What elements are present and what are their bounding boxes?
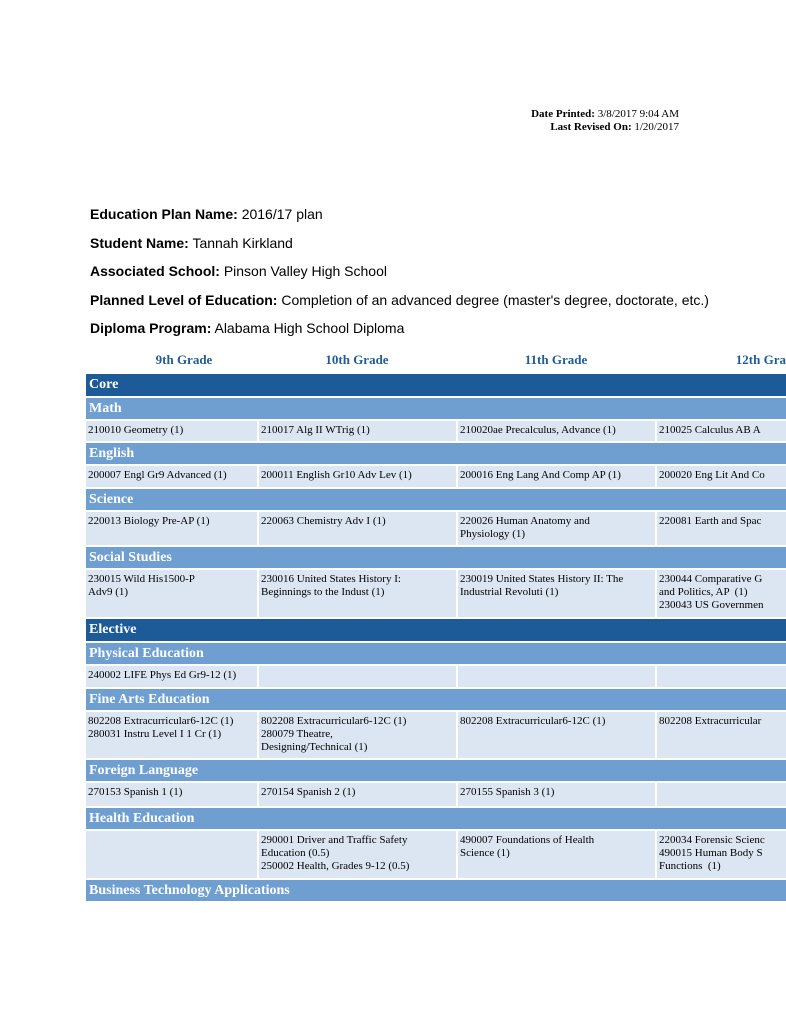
course-row-health-education [86,831,786,878]
course-cell: 802208 Extracurricular6-12C (1) [458,712,655,758]
course-cell: 230044 Comparative G and Politics, AP (1) 230043 US Governmen [657,570,786,617]
last-revised-value: 1/20/2017 [634,121,679,133]
course-cell: 802208 Extracurricular6-12C (1) 280079 Theatre, Designing/Technical (1) [259,712,456,758]
date-printed [531,108,679,120]
diploma-row [90,320,404,336]
course-cell: 200020 Eng Lit And Co [657,466,786,487]
course-cell: 230015 Wild His1500-P Adv9 (1) [86,570,257,617]
course-cell: 220013 Biology Pre-AP (1) [86,512,257,545]
course-cell: 210010 Geometry (1) [86,421,257,441]
section-foreign-language: Foreign Language [86,760,786,781]
course-cell [259,666,456,687]
education-level-row [90,292,709,308]
grade-header-10: 10th Grade [325,352,389,367]
course-cell: 220063 Chemistry Adv I (1) [259,512,456,545]
student-name-row [90,235,293,251]
diploma-value: Alabama High School Diploma [214,320,405,336]
school-value: Pinson Valley High School [223,263,387,279]
course-cell: 220026 Human Anatomy and Physiology (1) [458,512,655,545]
course-row-english [86,466,786,487]
course-cell: 200007 Engl Gr9 Advanced (1) [86,466,257,487]
plan-name-label: Education Plan Name: [90,206,238,222]
section-business-technology: Business Technology Applications [86,880,786,901]
date-printed-label: Date Printed: [531,108,595,120]
section-social-studies: Social Studies [86,547,786,568]
last-revised [550,121,679,133]
course-row-fine-arts [86,712,786,758]
course-row-math [86,421,786,441]
school-row [90,263,387,279]
section-health-education: Health Education [86,808,786,829]
date-printed-value: 3/8/2017 9:04 AM [597,108,679,120]
course-cell: 210020ae Precalculus, Advance (1) [458,421,655,441]
course-cell: 210025 Calculus AB A [657,421,786,441]
course-cell [458,666,655,687]
course-cell: 230016 United States History I: Beginnings to the Indust (1) [259,570,456,617]
education-plan-table [86,374,786,903]
course-row-foreign-language [86,783,786,806]
course-row-social-studies [86,570,786,617]
education-level-label: Planned Level of Education: [90,292,278,308]
course-cell [657,783,786,806]
course-cell: 200011 English Gr10 Adv Lev (1) [259,466,456,487]
course-cell: 802208 Extracurricular [657,712,786,758]
grade-header-12: 12th Gra [735,352,786,367]
course-cell: 270153 Spanish 1 (1) [86,783,257,806]
course-cell: 290001 Driver and Traffic Safety Education (0.5) 250002 Health, Grades 9-12 (0.5) [259,831,456,878]
course-cell: 230019 United States History II: The Industrial Revoluti (1) [458,570,655,617]
last-revised-label: Last Revised On: [550,121,632,133]
course-cell: 220081 Earth and Spac [657,512,786,545]
grade-headers [86,352,786,370]
grade-header-11: 11th Grade [524,352,588,367]
course-cell: 490007 Foundations of Health Science (1) [458,831,655,878]
section-math: Math [86,398,786,419]
section-core: Core [86,374,786,396]
course-cell [657,666,786,687]
course-row-physical-education [86,666,786,687]
section-elective: Elective [86,619,786,641]
education-level-value: Completion of an advanced degree (master's degree, doctorate, etc.) [281,292,709,308]
course-row-science [86,512,786,545]
plan-name-row [90,206,323,222]
section-english: English [86,443,786,464]
section-fine-arts: Fine Arts Education [86,689,786,710]
plan-name-value: 2016/17 plan [241,206,323,222]
course-cell: 270154 Spanish 2 (1) [259,783,456,806]
grade-header-9: 9th Grade [155,352,213,367]
course-cell: 210017 Alg II WTrig (1) [259,421,456,441]
course-cell: 240002 LIFE Phys Ed Gr9-12 (1) [86,666,257,687]
course-cell: 200016 Eng Lang And Comp AP (1) [458,466,655,487]
school-label: Associated School: [90,263,220,279]
section-physical-education: Physical Education [86,643,786,664]
section-science: Science [86,489,786,510]
course-cell: 220034 Forensic Scienc 490015 Human Body S Functions (1) [657,831,786,878]
student-name-label: Student Name: [90,235,189,251]
diploma-label: Diploma Program: [90,320,212,336]
course-cell [86,831,257,878]
student-name-value: Tannah Kirkland [192,235,293,251]
course-cell: 270155 Spanish 3 (1) [458,783,655,806]
course-cell: 802208 Extracurricular6-12C (1) 280031 Instru Level I 1 Cr (1) [86,712,257,758]
